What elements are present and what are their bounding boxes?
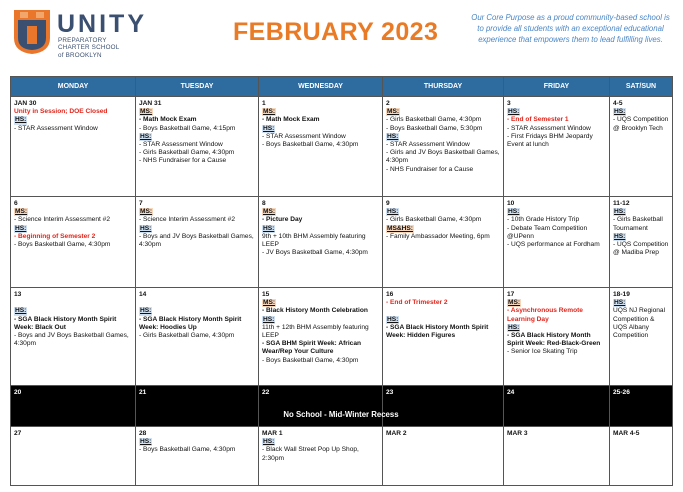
day-cell-feb25-26: 25-26 (610, 386, 673, 427)
school-logo (12, 8, 172, 60)
logo-subtitle: PREPARATORY CHARTER SCHOOL of BROOKLYN (58, 37, 120, 59)
day-cell-feb17: 17 MS: - Asynchronous Remote Learning Day HS: - SGA Black History Month Spirit Week: Red-Black-Green - Senior Ice Skating Trip (504, 288, 610, 386)
day-cell-mar4-5: MAR 4-5 (610, 427, 673, 486)
day-cell-feb28: 28 HS: - Boys Basketball Game, 4:30pm (136, 427, 259, 486)
day-cell-feb24: 24 (504, 386, 610, 427)
week-row (11, 197, 673, 288)
day-cell-feb1: 1 MS: - Math Mock Exam HS: - STAR Assessment Window - Boys Basketball Game, 4:30pm (259, 97, 383, 197)
day-cell-mar3: MAR 3 (504, 427, 610, 486)
day-cell-feb13: 13 HS: - SGA Black History Month Spirit Week: Black Out - Boys and JV Boys Basketball Games, 4:30pm (11, 288, 136, 386)
day-cell-feb11-12: 11-12 HS: - Girls Basketball Tournament HS: - UQS Competition @ Madiba Prep (610, 197, 673, 288)
weekday-thursday: THURSDAY (383, 77, 504, 97)
weekday-weekend: SAT/SUN (610, 77, 673, 97)
page-title: FEBRUARY 2023 (233, 18, 439, 46)
day-cell-feb6: 6 MS: - Science Interim Assessment #2 HS: - Beginning of Semester 2 - Boys Basketball Game, 4:30pm (11, 197, 136, 288)
week-row (11, 97, 673, 197)
week-row (11, 427, 673, 486)
day-cell-feb20: 20 (11, 386, 136, 427)
logo-wordmark: UNITY (57, 10, 147, 38)
day-cell-feb7: 7 MS: - Science Interim Assessment #2 HS: - Boys and JV Boys Basketball Games, 4:30pm (136, 197, 259, 288)
day-cell-mar2: MAR 2 (383, 427, 504, 486)
day-cell-feb9: 9 HS: - Girls Basketball Game, 4:30pm MS&HS: - Family Ambassador Meeting, 6pm (383, 197, 504, 288)
weekday-tuesday: TUESDAY (136, 77, 259, 97)
core-purpose-statement: Our Core Purpose as a proud community-based school is to provide all students with an exceptional educational experience that empowers them to lead fulfilling lives. (471, 13, 670, 44)
day-cell-feb15: 15 MS: - Black History Month Celebration HS: 11th + 12th BHM Assembly featuring LEEP - SGA BHM Spirit Week: African Wear/Rep Your Culture - Boys Basketball Game, 4:30pm (259, 288, 383, 386)
day-cell-feb4-5: 4-5 HS: - UQS Competition @ Brooklyn Tech (610, 97, 673, 197)
day-cell-feb21: 21 (136, 386, 259, 427)
day-cell-feb18-19: 18-19 HS: UQS NJ Regional Competition & UQS Albany Competition (610, 288, 673, 386)
recess-banner: No School - Mid-Winter Recess (283, 410, 399, 419)
day-cell-feb10: 10 HS: - 10th Grade History Trip - Debate Team Competition @UPenn - UQS performance at Fordham (504, 197, 610, 288)
day-cell-jan31: JAN 31 MS: - Math Mock Exam - Boys Basketball Game, 4:15pm HS: - STAR Assessment Window - Girls Basketball Game, 4:30pm - NHS Fundraiser for a Cause (136, 97, 259, 197)
day-cell-feb3: 3 HS: - End of Semester 1 - STAR Assessment Window - First Fridays BHM Jeopardy Event at lunch (504, 97, 610, 197)
day-cell-feb14: 14 HS: - SGA Black History Month Spirit Week: Hoodies Up - Girls Basketball Game, 4:30pm (136, 288, 259, 386)
weekday-friday: FRIDAY (504, 77, 610, 97)
day-cell-feb23: 23 (383, 386, 504, 427)
day-cell-feb2: 2 MS: - Girls Basketball Game, 4:30pm - Boys Basketball Game, 5:30pm HS: - STAR Assessment Window - Girls and JV Boys Basketball Games, 4:30pm - NHS Fundraiser for a Cause (383, 97, 504, 197)
week-row (11, 288, 673, 386)
calendar-grid (10, 76, 673, 486)
weekday-wednesday: WEDNESDAY (259, 77, 383, 97)
calendar-header (0, 0, 683, 74)
day-cell-feb16: 16 - End of Trimester 2 HS: - SGA Black History Month Spirit Week: Hidden Figures (383, 288, 504, 386)
weekday-monday: MONDAY (11, 77, 136, 97)
day-cell-feb8: 8 MS: - Picture Day HS: 9th + 10th BHM Assembly featuring LEEP - JV Boys Basketball Game, 4:30pm (259, 197, 383, 288)
day-cell-feb22: 22 (259, 386, 383, 427)
logo-mark-icon (12, 8, 52, 56)
day-cell-mar1: MAR 1 HS: - Black Wall Street Pop Up Shop, 2:30pm (259, 427, 383, 486)
day-cell-feb27: 27 (11, 427, 136, 486)
day-cell-jan30: JAN 30 Unity in Session; DOE Closed HS: - STAR Assessment Window (11, 97, 136, 197)
recess-week-row (11, 386, 673, 427)
weekday-header-row (11, 77, 673, 97)
